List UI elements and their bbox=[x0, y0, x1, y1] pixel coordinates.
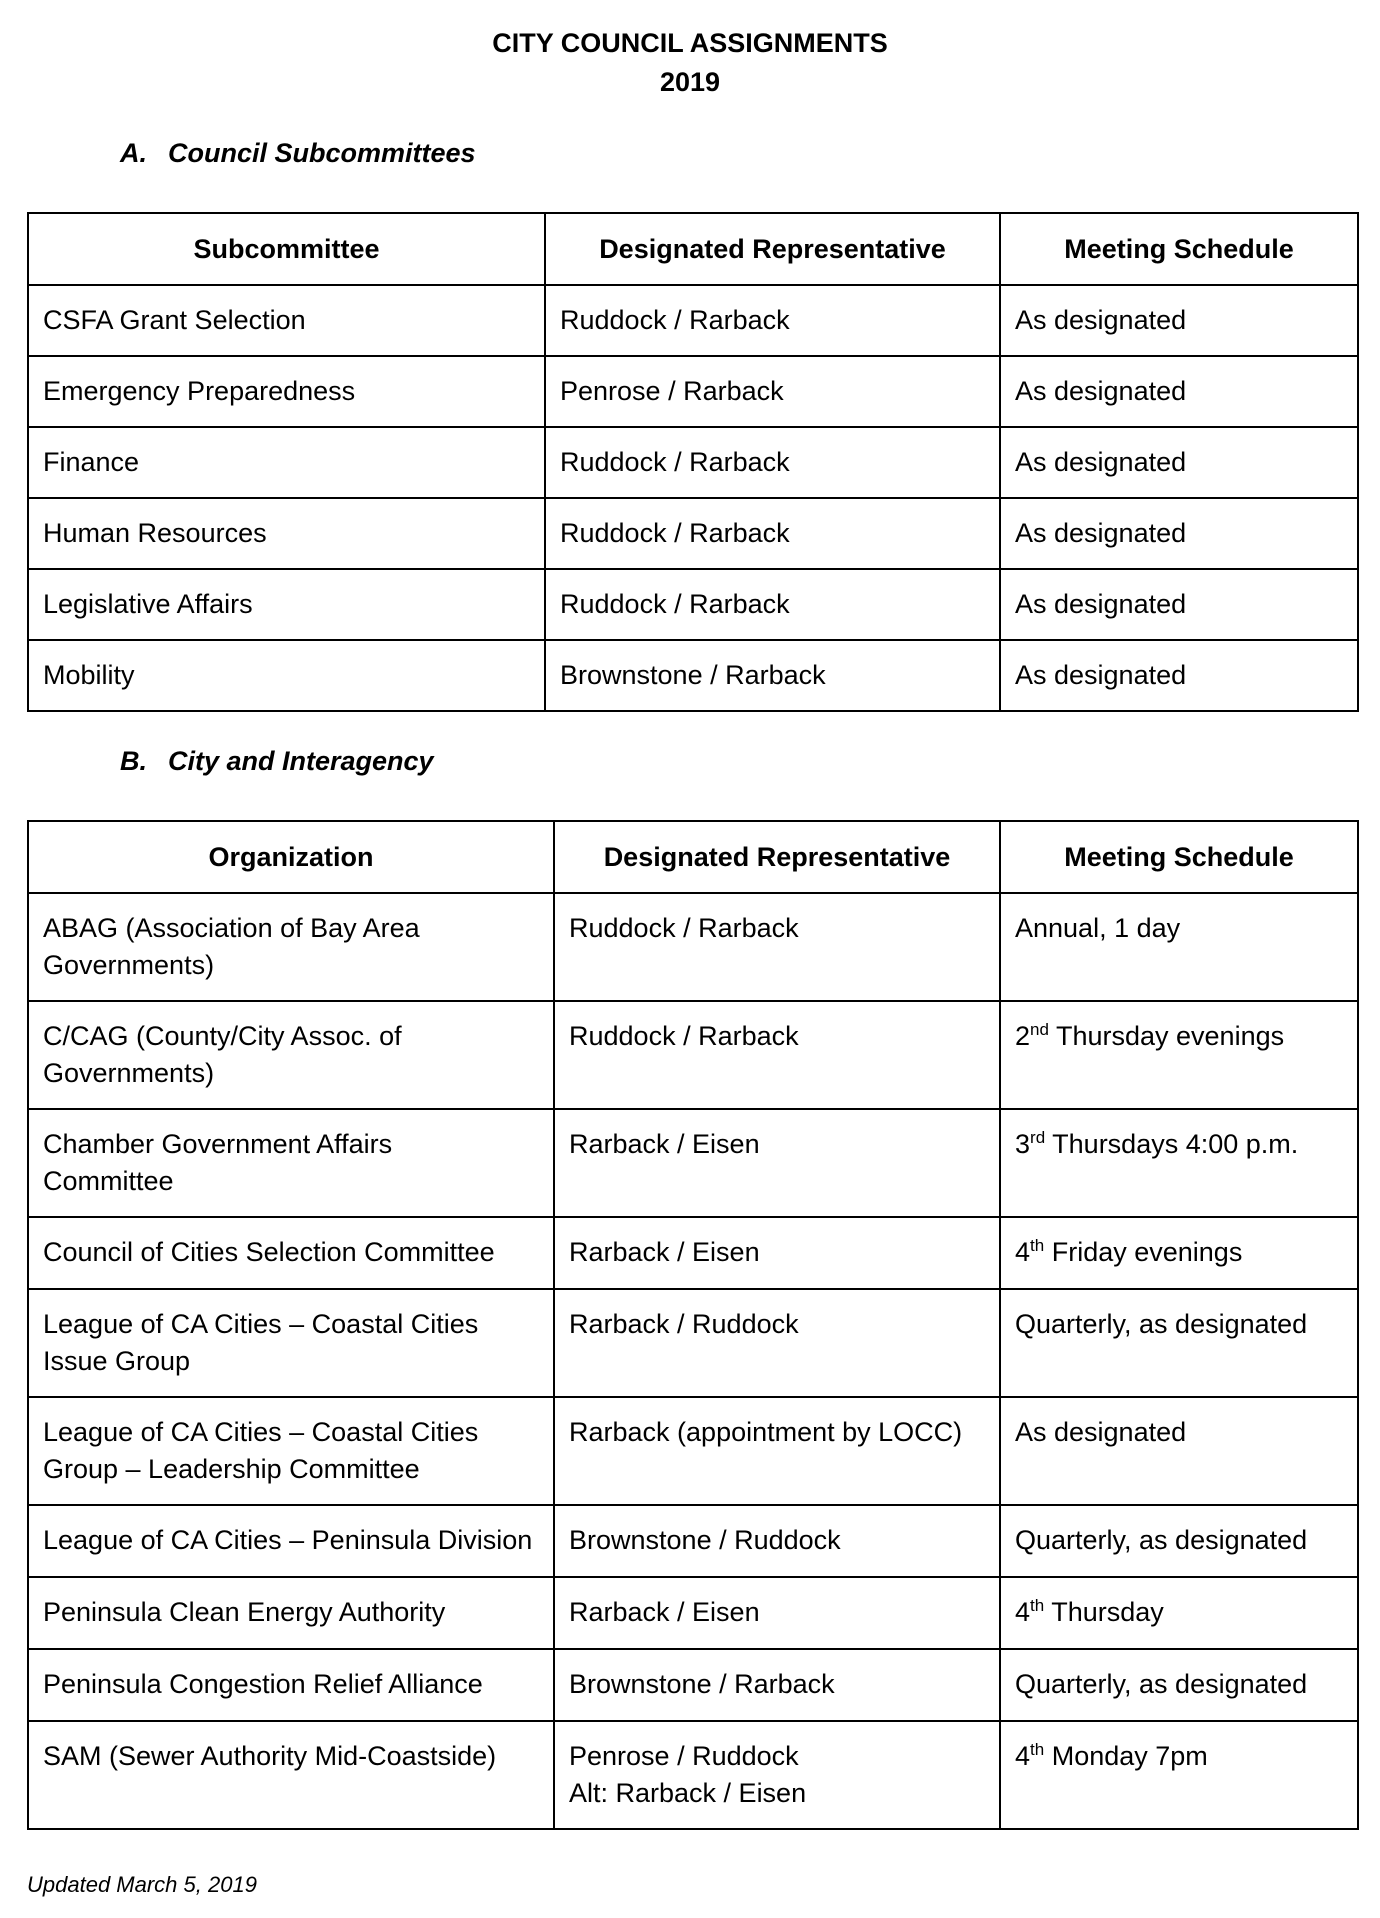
column-header: Meeting Schedule bbox=[1000, 821, 1358, 893]
organization-cell bbox=[28, 1289, 554, 1397]
schedule-text: As designated bbox=[1015, 1417, 1187, 1447]
organization-cell bbox=[28, 1217, 554, 1289]
schedule-text: 4 bbox=[1015, 1597, 1031, 1627]
schedule-cell bbox=[1000, 1397, 1358, 1505]
table-row bbox=[28, 1505, 1358, 1577]
representative-line: Alt: Rarback / Eisen bbox=[569, 1778, 807, 1808]
schedule-text: Monday 7pm bbox=[1044, 1741, 1208, 1771]
organization-line: Committee bbox=[43, 1166, 174, 1196]
section-a-title: Council Subcommittees bbox=[168, 138, 476, 168]
organization-line: SAM (Sewer Authority Mid-Coastside) bbox=[43, 1741, 497, 1771]
representative-line: Rarback / Ruddock bbox=[569, 1309, 799, 1339]
section-b-letter: B. bbox=[120, 746, 147, 776]
organization-cell bbox=[28, 1397, 554, 1505]
organization-line: League of CA Cities – Peninsula Division bbox=[43, 1525, 533, 1555]
representative-line: Rarback / Eisen bbox=[569, 1129, 760, 1159]
column-header: Subcommittee bbox=[28, 213, 545, 285]
ordinal-suffix: th bbox=[1030, 1740, 1045, 1759]
representative-cell bbox=[554, 1397, 1000, 1505]
ordinal-suffix: nd bbox=[1030, 1020, 1049, 1039]
organization-line: Chamber Government Affairs bbox=[43, 1129, 393, 1159]
ordinal-suffix: th bbox=[1030, 1236, 1045, 1255]
representative-cell bbox=[554, 1577, 1000, 1649]
title-line-2: 2019 bbox=[659, 67, 721, 97]
representative-line: Ruddock / Rarback bbox=[569, 913, 799, 943]
schedule-text: Thursdays 4:00 p.m. bbox=[1045, 1129, 1299, 1159]
schedule-cell bbox=[1000, 1001, 1358, 1109]
schedule-cell bbox=[1000, 1649, 1358, 1721]
table-row bbox=[28, 498, 1358, 569]
table-row bbox=[28, 1217, 1358, 1289]
schedule-cell bbox=[1000, 1577, 1358, 1649]
representative-cell bbox=[554, 1649, 1000, 1721]
representative-cell: Ruddock / Rarback bbox=[545, 285, 1000, 356]
interagency-table bbox=[27, 820, 1359, 1830]
ordinal-suffix: rd bbox=[1030, 1128, 1046, 1147]
schedule-cell: As designated bbox=[1000, 640, 1358, 711]
organization-line: Governments) bbox=[43, 950, 215, 980]
table-row bbox=[28, 356, 1358, 427]
schedule-cell: As designated bbox=[1000, 356, 1358, 427]
representative-cell bbox=[554, 1109, 1000, 1217]
organization-cell bbox=[28, 1505, 554, 1577]
representative-cell bbox=[554, 1289, 1000, 1397]
schedule-text: 4 bbox=[1015, 1741, 1031, 1771]
organization-line: ABAG (Association of Bay Area bbox=[43, 913, 420, 943]
representative-cell bbox=[554, 1217, 1000, 1289]
schedule-text: Friday evenings bbox=[1044, 1237, 1243, 1267]
organization-line: C/CAG (County/City Assoc. of bbox=[43, 1021, 402, 1051]
representative-line: Rarback / Eisen bbox=[569, 1237, 760, 1267]
table-row bbox=[28, 427, 1358, 498]
table-row bbox=[28, 893, 1358, 1001]
organization-line: Group – Leadership Committee bbox=[43, 1454, 420, 1484]
representative-line: Ruddock / Rarback bbox=[569, 1021, 799, 1051]
column-header: Designated Representative bbox=[554, 821, 1000, 893]
updated-date: Updated March 5, 2019 bbox=[27, 1872, 257, 1897]
table-row bbox=[28, 1289, 1358, 1397]
organization-line: Issue Group bbox=[43, 1346, 191, 1376]
organization-cell bbox=[28, 1577, 554, 1649]
organization-line: Governments) bbox=[43, 1058, 215, 1088]
subcommittee-cell: CSFA Grant Selection bbox=[28, 285, 545, 356]
representative-cell bbox=[554, 1505, 1000, 1577]
organization-cell bbox=[28, 1001, 554, 1109]
schedule-cell: As designated bbox=[1000, 498, 1358, 569]
column-header: Designated Representative bbox=[545, 213, 1000, 285]
subcommittee-cell: Mobility bbox=[28, 640, 545, 711]
table-row bbox=[28, 1721, 1358, 1829]
representative-cell: Ruddock / Rarback bbox=[545, 569, 1000, 640]
schedule-text: Quarterly, as designated bbox=[1015, 1309, 1308, 1339]
schedule-cell bbox=[1000, 1217, 1358, 1289]
representative-cell: Brownstone / Rarback bbox=[545, 640, 1000, 711]
schedule-text: 2 bbox=[1015, 1021, 1031, 1051]
table-header-row bbox=[28, 213, 1358, 285]
representative-line: Rarback / Eisen bbox=[569, 1597, 760, 1627]
organization-line: League of CA Cities – Coastal Cities bbox=[43, 1417, 479, 1447]
table-row bbox=[28, 1001, 1358, 1109]
column-header: Organization bbox=[28, 821, 554, 893]
organization-cell bbox=[28, 1649, 554, 1721]
representative-cell: Penrose / Rarback bbox=[545, 356, 1000, 427]
representative-line: Brownstone / Ruddock bbox=[569, 1525, 841, 1555]
subcommittee-cell: Emergency Preparedness bbox=[28, 356, 545, 427]
table-row bbox=[28, 569, 1358, 640]
table-row bbox=[28, 640, 1358, 711]
subcommittee-cell: Human Resources bbox=[28, 498, 545, 569]
table-row bbox=[28, 285, 1358, 356]
organization-line: Peninsula Clean Energy Authority bbox=[43, 1597, 446, 1627]
schedule-cell: As designated bbox=[1000, 427, 1358, 498]
schedule-text: 3 bbox=[1015, 1129, 1031, 1159]
table-row bbox=[28, 1109, 1358, 1217]
schedule-cell bbox=[1000, 1109, 1358, 1217]
schedule-text: Quarterly, as designated bbox=[1015, 1525, 1308, 1555]
representative-cell: Ruddock / Rarback bbox=[545, 498, 1000, 569]
schedule-text: 4 bbox=[1015, 1237, 1031, 1267]
table-row bbox=[28, 1577, 1358, 1649]
section-a-heading bbox=[120, 138, 476, 169]
representative-cell bbox=[554, 1001, 1000, 1109]
page-title bbox=[0, 24, 1380, 102]
representative-cell bbox=[554, 1721, 1000, 1829]
schedule-text: Quarterly, as designated bbox=[1015, 1669, 1308, 1699]
schedule-cell bbox=[1000, 893, 1358, 1001]
section-b-title: City and Interagency bbox=[168, 746, 434, 776]
schedule-text: Annual, 1 day bbox=[1015, 913, 1181, 943]
representative-cell: Ruddock / Rarback bbox=[545, 427, 1000, 498]
schedule-cell bbox=[1000, 1721, 1358, 1829]
schedule-text: Thursday bbox=[1044, 1597, 1164, 1627]
organization-line: Council of Cities Selection Committee bbox=[43, 1237, 495, 1267]
schedule-text: Thursday evenings bbox=[1048, 1021, 1285, 1051]
subcommittees-table bbox=[27, 212, 1359, 712]
organization-line: Peninsula Congestion Relief Alliance bbox=[43, 1669, 483, 1699]
organization-cell bbox=[28, 1109, 554, 1217]
organization-cell bbox=[28, 893, 554, 1001]
schedule-cell bbox=[1000, 1505, 1358, 1577]
section-a-letter: A. bbox=[120, 138, 147, 168]
table-row bbox=[28, 1649, 1358, 1721]
representative-line: Brownstone / Rarback bbox=[569, 1669, 835, 1699]
table-header-row bbox=[28, 821, 1358, 893]
table-row bbox=[28, 1397, 1358, 1505]
section-b-heading bbox=[120, 746, 434, 777]
subcommittee-cell: Finance bbox=[28, 427, 545, 498]
schedule-cell: As designated bbox=[1000, 569, 1358, 640]
schedule-cell: As designated bbox=[1000, 285, 1358, 356]
organization-cell bbox=[28, 1721, 554, 1829]
subcommittee-cell: Legislative Affairs bbox=[28, 569, 545, 640]
organization-line: League of CA Cities – Coastal Cities bbox=[43, 1309, 479, 1339]
representative-line: Rarback (appointment by LOCC) bbox=[569, 1417, 963, 1447]
schedule-cell bbox=[1000, 1289, 1358, 1397]
column-header: Meeting Schedule bbox=[1000, 213, 1358, 285]
title-line-1: CITY COUNCIL ASSIGNMENTS bbox=[492, 28, 888, 58]
representative-line: Penrose / Ruddock bbox=[569, 1741, 799, 1771]
ordinal-suffix: th bbox=[1030, 1596, 1045, 1615]
representative-cell bbox=[554, 893, 1000, 1001]
